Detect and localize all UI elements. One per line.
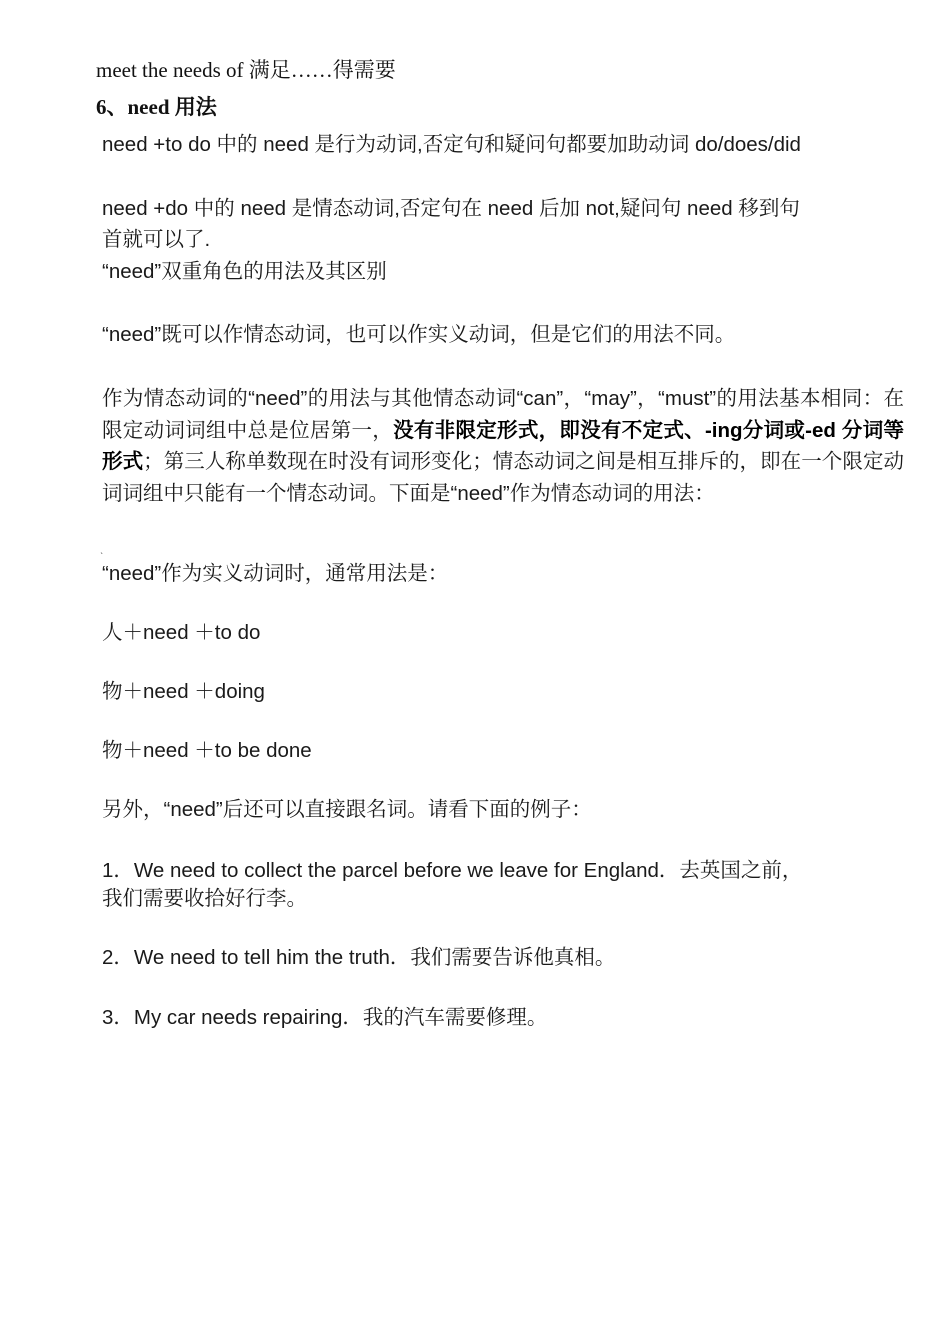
- need-to-do-rule: need +to do 中的 need 是行为动词,否定句和疑问句都要加助动词 do/does/did: [102, 133, 801, 156]
- modal-para-part-2: ；第三人称单数现在时没有词形变化；情态动词之间是相互排斥的，即在一个限定动词词组中只能有一个情态动词。下面是“need”作为情态动词的用法：: [102, 450, 905, 505]
- lexical-verb-intro: “need”作为实义动词时，通常用法是：: [102, 562, 449, 585]
- section-heading: 6、need 用法: [96, 95, 217, 119]
- phrase-meet-the-needs: meet the needs of 满足……得需要: [96, 58, 396, 82]
- pattern-person-to-do: 人＋need ＋to do: [102, 621, 261, 644]
- modal-para-part-1: 作为情态动词的“need”的用法与其他情态动词“can”，“may”，“must”的用法基本相同：在限定动词词组中总是位居第一，: [102, 387, 904, 442]
- both-usage-line: “need”既可以作情态动词，也可以作实义动词，但是它们的用法不同。: [102, 323, 736, 346]
- modal-para-bold: 没有非限定形式，即没有不定式、-ing分词或-ed 分词等形式: [102, 418, 904, 473]
- example-3: 3．My car needs repairing．我的汽车需要修理。: [102, 1006, 548, 1029]
- noun-usage-note: 另外，“need”后还可以直接跟名词。请看下面的例子：: [102, 798, 592, 821]
- need-do-rule-line-2: 首就可以了.: [102, 228, 211, 251]
- dual-role-title: “need”双重角色的用法及其区别: [102, 260, 387, 283]
- modal-verb-paragraph: [102, 383, 904, 509]
- pattern-thing-to-be-done: 物＋need ＋to be done: [102, 739, 312, 762]
- pattern-thing-doing: 物＋need ＋doing: [102, 680, 265, 703]
- stray-tick-mark: `: [100, 552, 104, 561]
- example-1-line-1: 1．We need to collect the parcel before we leave for England．去英国之前，: [102, 859, 803, 882]
- need-do-rule-line-1: need +do 中的 need 是情态动词,否定句在 need 后加 not,疑问句 need 移到句: [102, 197, 800, 220]
- example-2: 2．We need to tell him the truth．我们需要告诉他真相。: [102, 946, 616, 969]
- example-1-line-2: 我们需要收拾好行李。: [102, 887, 307, 910]
